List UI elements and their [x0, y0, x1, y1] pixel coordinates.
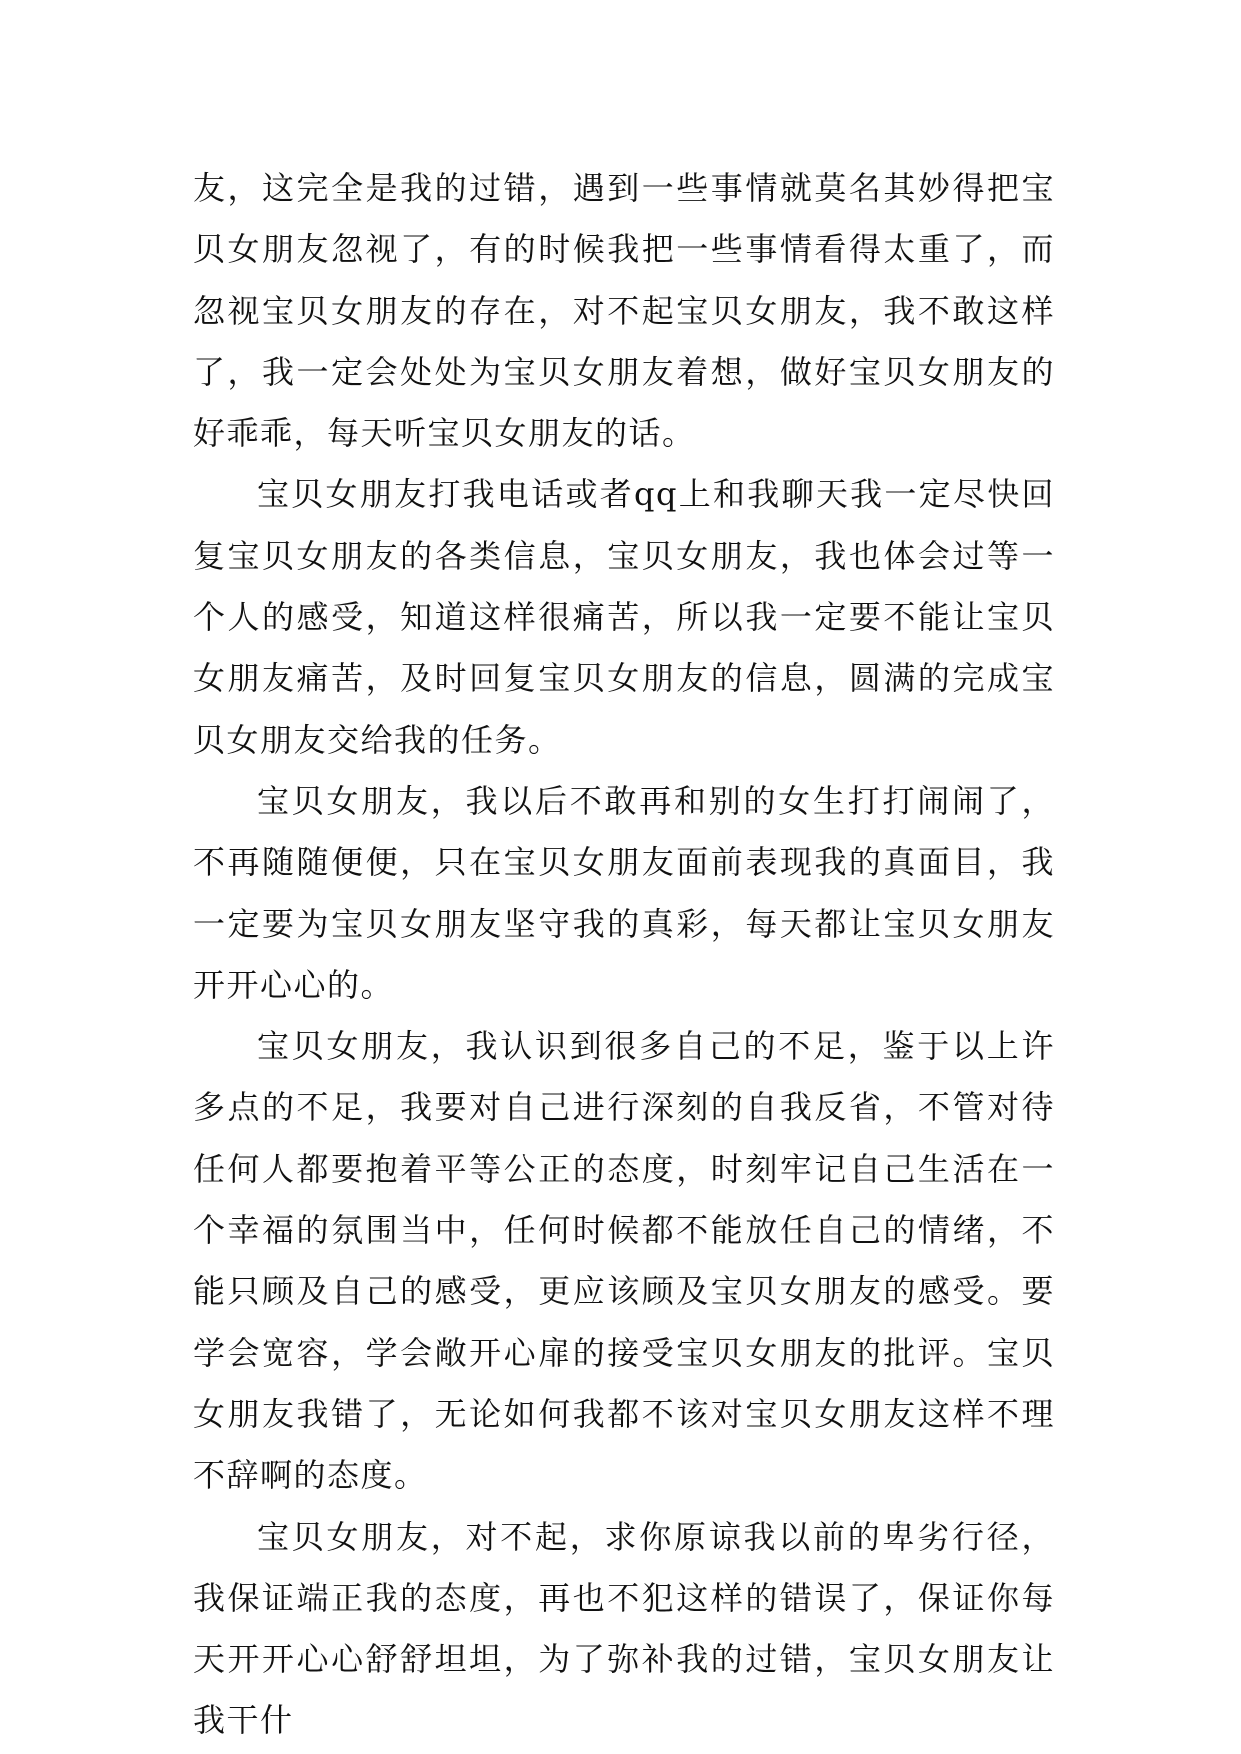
paragraph-5: 宝贝女朋友，对不起，求你原谅我以前的卑劣行径，我保证端正我的态度，再也不犯这样的错误了，保证你每天开开心心舒舒坦坦，为了弥补我的过错，宝贝女朋友让我干什	[193, 1517, 1055, 1740]
paragraph-1: 友，这完全是我的过错，遇到一些事情就莫名其妙得把宝贝女朋友忽视了，有的时候我把一些事情看得太重了，而忽视宝贝女朋友的存在，对不起宝贝女朋友，我不敢这样了，我一定会处处为宝贝女朋友着想，做好宝贝女朋友的好乖乖，每天听宝贝女朋友的话。	[193, 169, 1055, 453]
document-body	[193, 158, 1055, 1752]
paragraph-2: 宝贝女朋友打我电话或者qq上和我聊天我一定尽快回复宝贝女朋友的各类信息，宝贝女朋友，我也体会过等一个人的感受，知道这样很痛苦，所以我一定要不能让宝贝女朋友痛苦，及时回复宝贝女朋友的信息，圆满的完成宝贝女朋友交给我的任务。	[193, 475, 1055, 759]
paragraph-3: 宝贝女朋友，我以后不敢再和别的女生打打闹闹了，不再随随便便，只在宝贝女朋友面前表现我的真面目，我一定要为宝贝女朋友坚守我的真彩，每天都让宝贝女朋友开开心心的。	[193, 781, 1055, 1004]
paragraph-4: 宝贝女朋友，我认识到很多自己的不足，鉴于以上许多点的不足，我要对自己进行深刻的自我反省，不管对待任何人都要抱着平等公正的态度，时刻牢记自己生活在一个幸福的氛围当中，任何时候都不能放任自己的情绪，不能只顾及自己的感受，更应该顾及宝贝女朋友的感受。要学会宽容，学会敞开心扉的接受宝贝女朋友的批评。宝贝女朋友我错了，无论如何我都不该对宝贝女朋友这样不理不辞啊的态度。	[193, 1027, 1055, 1495]
